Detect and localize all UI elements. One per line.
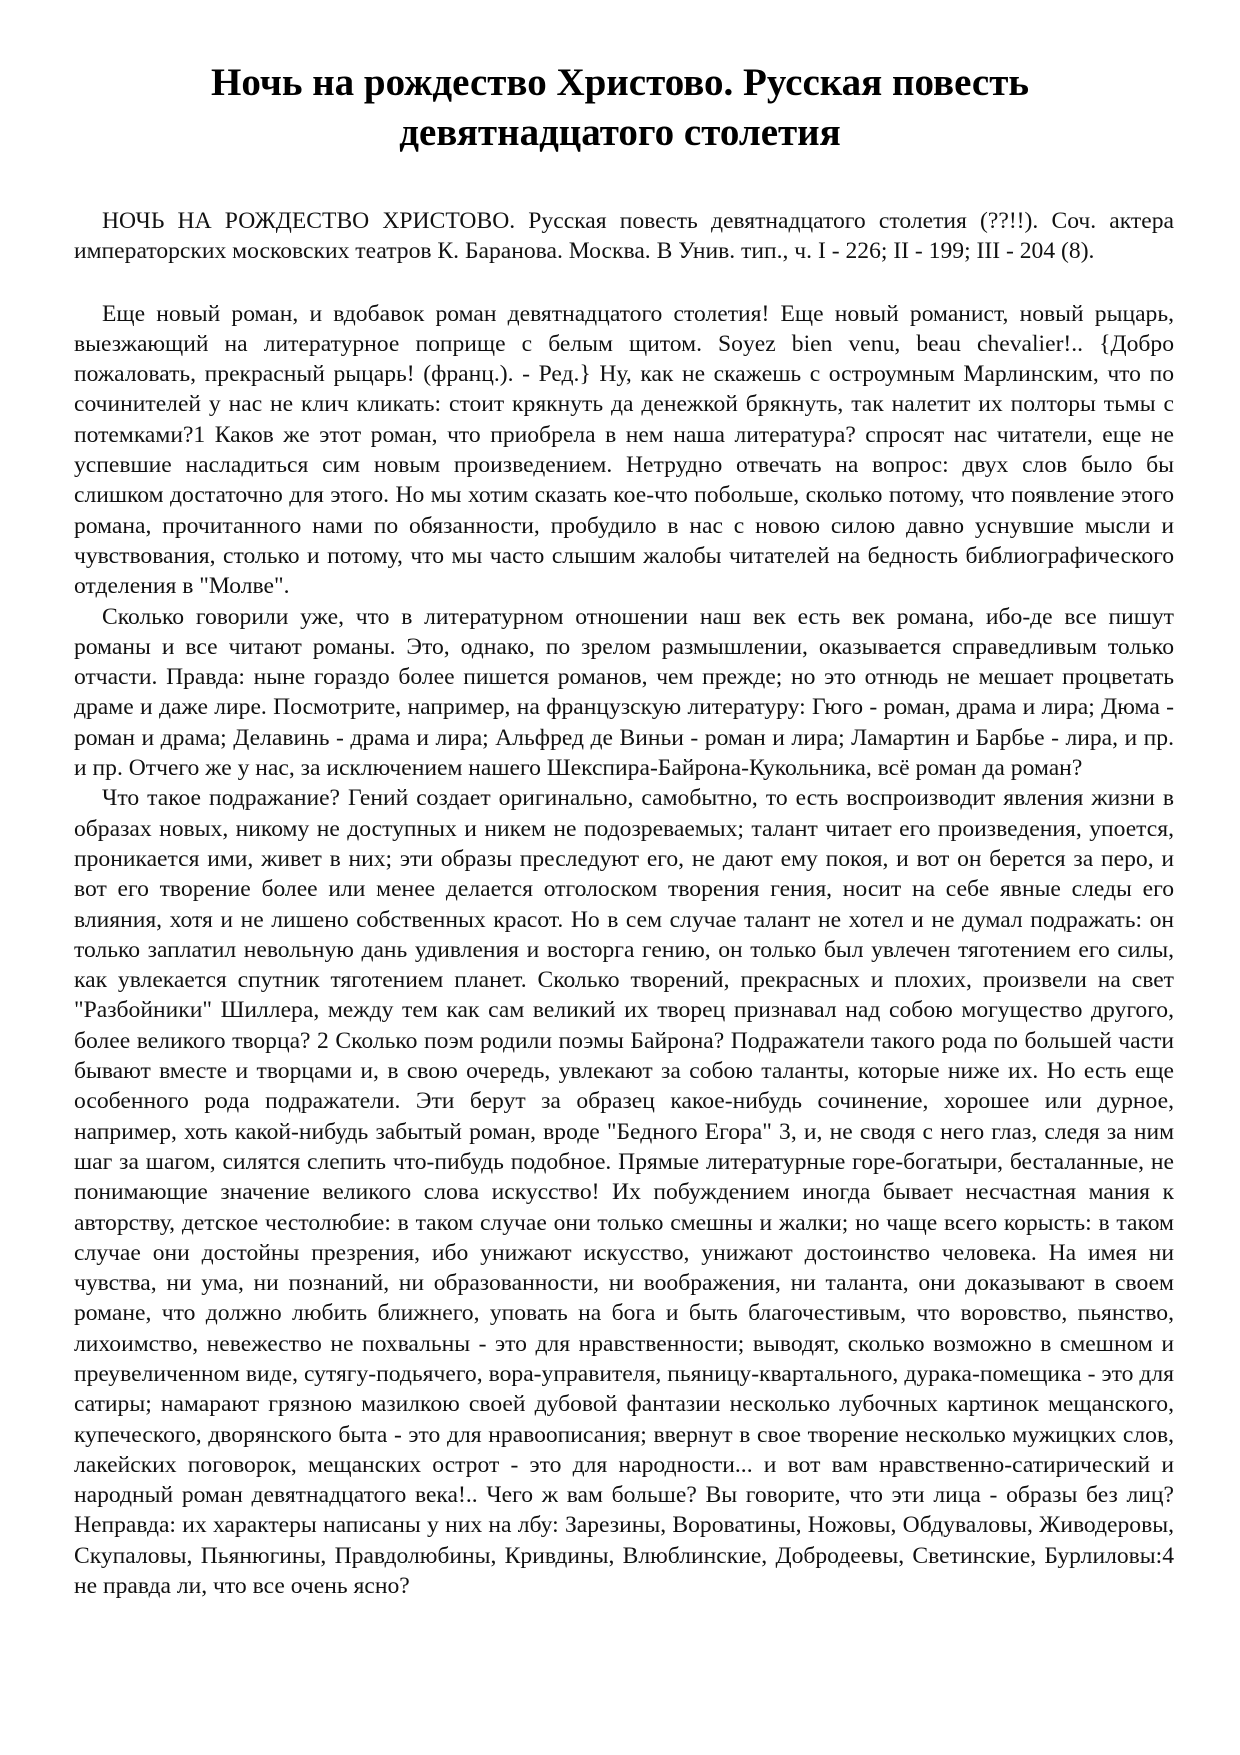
document-body: [74, 206, 1174, 1601]
body-paragraph: Что такое подражание? Гений создает оригинально, самобытно, то есть воспроизводит явления жизни в образах новых, никому не доступных и никем не подозреваемых; талант читает его произведения, упоется, проникается ими, живет в них; эти образы преследуют его, не дают ему покоя, и вот он берется за перо, и вот его творение более или менее делается отголоском творения гения, носит на себе явные следы его влияния, хотя и не лишено собственных красот. Но в сем случае талант не хотел и не думал подражать: он только заплатил невольную дань удивления и восторга гению, он только был увлечен тяготением его силы, как увлекается спутник тяготением планет. Сколько творений, прекрасных и плохих, произвели на свет "Разбойники" Шиллера, между тем как сам великий их творец признавал над собою могущество другого, более великого творца? 2 Сколько поэм родили поэмы Байрона? Подражатели такого рода по большей части бывают вместе и творцами и, в свою очередь, увлекают за собою таланты, которые ниже их. Но есть еще особенного рода подражатели. Эти берут за образец какое-нибудь сочинение, хорошее или дурное, например, хоть какой-нибудь забытый роман, вроде "Бедного Егора" 3, и, не сводя с него глаз, следя за ним шаг за шагом, силятся слепить что-пибудь подобное. Прямые литературные горе-богатыри, бесталанные, не понимающие значение великого слова искусство! Их побуждением иногда бывает несчастная мания к авторству, детское честолюбие: в таком случае они только смешны и жалки; но чаще всего корысть: в таком случае они достойны презрения, ибо унижают искусство, унижают достоинство человека. На имея ни чувства, ни ума, ни познаний, ни образованности, ни воображения, ни таланта, они доказывают в своем романе, что должно любить ближнего, уповать на бога и быть благочестивым, что воровство, пьянство, лихоимство, невежество не похвальны - это для нравственности; выводят, сколько возможно в смешном и преувеличенном виде, сутягу-подьячего, вора-управителя, пьяницу-квартального, дурака-помещика - это для сатиры; намарают грязною мазилкою своей дубовой фантазии несколько лубочных картинок мещанского, купеческого, дворянского быта - это для нравоописания; ввернут в свое творение несколько мужицких слов, лакейских поговорок, мещанских острот - это для народности... и вот вам нравственно-сатирический и народный роман девятнадцатого века!.. Чего ж вам больше? Вы говорите, что эти лица - образы без лиц? Неправда: их характеры написаны у них на лбу: Зарезины, Вороватины, Ножовы, Обдуваловы, Живодеровы, Скупаловы, Пьянюгины, Правдолюбины, Кривдины, Влюблинские, Добродеевы, Светинские, Бурлиловы:4 не правда ли, что все очень ясно?: [74, 785, 1174, 1600]
bibliographic-paragraph: НОЧЬ НА РОЖДЕСТВО ХРИСТОВО. Русская повесть девятнадцатого столетия (??!!). Соч. актера императорских московских театров К. Баранова. Москва. В Унив. тип., ч. I - 226; II - 199; III - 204 (8).: [74, 208, 1174, 265]
page-title: [120, 58, 1120, 158]
body-paragraph: Еще новый роман, и вдобавок роман девятнадцатого столетия! Еще новый романист, новый рыцарь, выезжающий на литературное поприще с белым щитом. Soyez bien venu, beau chevalier!.. {Добро пожаловать, прекрасный рыцарь! (франц.). - Ред.} Ну, как не скажешь с остроумным Марлинским, что по сочинителей у нас не клич кликать: стоит крякнуть да денежкой брякнуть, так налетит их полторы тьмы с потемками?1 Каков же этот роман, что приобрела в нем наша литература? спросят нас читатели, еще не успевшие насладиться сим новым произведением. Нетрудно отвечать на вопрос: двух слов было бы слишком достаточно для этого. Но мы хотим сказать кое-что побольше, сколько потому, что появление этого романа, прочитанного нами по обязанности, пробудило в нас с новою силою давно уснувшие мысли и чувствования, столько и потому, что мы часто слышим жалобы читателей на бедность библиографического отделения в "Молве".: [74, 300, 1174, 600]
body-paragraph: Сколько говорили уже, что в литературном отношении наш век есть век романа, ибо-де все пишут романы и все читают романы. Это, однако, по зрелом размышлении, оказывается справедливым только отчасти. Правда: ныне гораздо более пишется романов, чем прежде; но это отнюдь не мешает процветать драме и даже лире. Посмотрите, например, на французскую литературу: Гюго - роман, драма и лира; Дюма - роман и драма; Делавинь - драма и лира; Альфред де Виньи - роман и лира; Ламартин и Барбье - лира, и пр. и пр. Отчего же у нас, за исключением нашего Шекспира-Байрона-Кукольника, всё роман да роман?: [74, 603, 1174, 782]
title-line-2: девятнадцатого столетия: [399, 111, 841, 154]
title-line-1: Ночь на рождество Христово. Русская повесть: [211, 61, 1029, 104]
